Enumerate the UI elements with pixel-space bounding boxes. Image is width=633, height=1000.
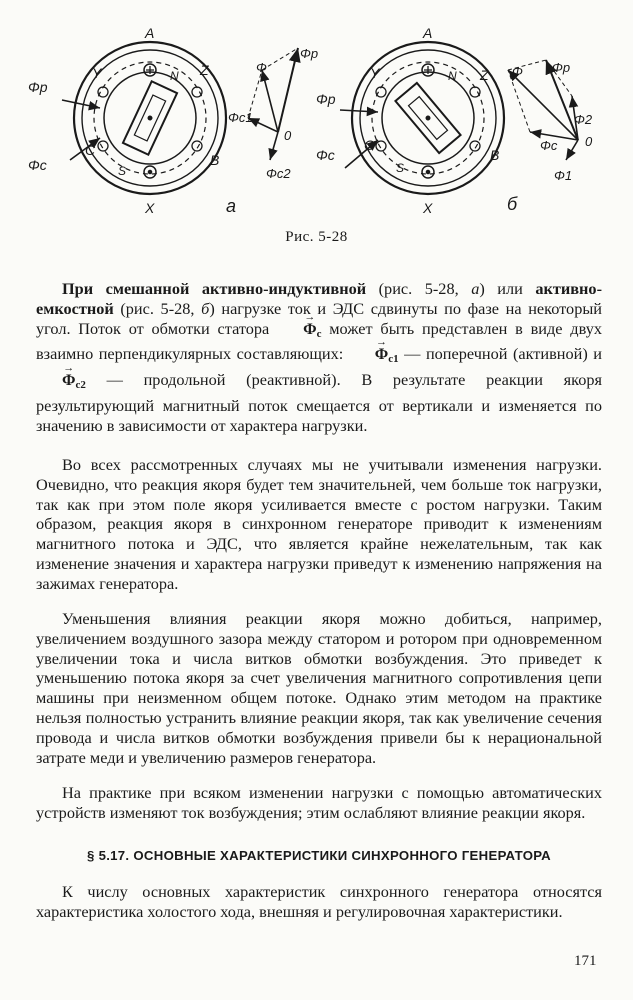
svg-text:Φс: Φс — [28, 157, 47, 173]
svg-text:B: B — [490, 147, 500, 163]
paragraph-3: Уменьшения влияния реакции якоря можно добиться, например, увеличением воздушного зазора между статором и ротором при одновременном увеличении тока и числа витков обмотки возбуждения. Это приведет к уменьшению потока якоря за счет увеличения магнитного сопротивления цепи машины при неизменном общем потоке. Однако этим методом на практике нельзя полностью устранить влияние реакции якоря, так как увеличение сечения провода и числа витков обмотки возбуждения привели бы к нерациональной затрате меди и увеличению размеров генератора. — [36, 609, 602, 767]
svg-text:Φр: Φр — [28, 79, 48, 95]
paragraph-5: К числу основных характеристик синхронного генератора относятся характеристика холостого хода, внешняя и регулировочная характеристики. — [36, 882, 602, 921]
svg-text:A: A — [423, 25, 433, 41]
svg-text:X: X — [145, 200, 155, 216]
svg-text:Φр: Φр — [552, 60, 571, 75]
page-number: 171 — [574, 953, 597, 969]
paragraph-4: На практике при всяком изменении нагрузки с помощью автоматических устройств изменяют ток возбуждения; этим ослабляют влияние реакции якоря. — [36, 783, 602, 822]
paragraph-2: Во всех рассмотренных случаях мы не учитывали изменения нагрузки. Очевидно, что реакция якоря будет тем значительней, чем больше ток нагрузки, так как при этом поле якоря усиливается вместе с ростом нагрузки. Таким образом, реакция якоря в синхронном генераторе приводит к изменениям магнитного потока и ЭДС, что является крайне нежелательным, так как изменение значения и характера нагрузки приведут к изменению напряжения на зажимах генератора. — [36, 455, 602, 593]
svg-text:S: S — [118, 164, 127, 178]
vector-phi-c2: → Φ — [36, 370, 76, 390]
figure-caption: Рис. 5-28 — [285, 229, 348, 245]
svg-text:Z: Z — [200, 62, 209, 78]
svg-text:Y: Y — [92, 65, 102, 81]
figure-5-28 — [0, 0, 633, 225]
svg-text:Y: Y — [370, 65, 380, 81]
svg-text:X: X — [423, 200, 433, 216]
panel-a-letter: а — [226, 196, 237, 216]
svg-text:Φ: Φ — [256, 60, 267, 75]
svg-text:Φ: Φ — [512, 64, 523, 79]
svg-text:Φ1: Φ1 — [554, 168, 573, 183]
panel-b-machine — [340, 42, 504, 194]
svg-text:Z: Z — [480, 67, 489, 83]
paragraph-1: При смешанной активно-индуктивной (рис. 5-28, а) или активно-емкостной (рис. 5-28, б) нагрузке ток и ЭДС сдвинуты по фазе на некоторый угол. Поток от обмотки статора → $\Phi_с$ может быть представлен в виде двух взаимно перпендикулярных составляющих: → $\Phi_{с1}$ — поперечной (активной) $и \to \Phi_{с2}$ — продольной (реактивной). В результате реакции якоря результирующий магнитный поток смещается от вертикали и изменяется по значению в зависимости от характера нагрузки. — [36, 279, 602, 436]
svg-text:Φс: Φс — [540, 138, 558, 153]
svg-text:C: C — [364, 137, 375, 153]
panel-b-vector-labels — [507, 60, 593, 214]
svg-text:0: 0 — [284, 128, 292, 143]
svg-text:Φ2: Φ2 — [574, 112, 593, 127]
panel-b-letter: б — [507, 194, 518, 214]
section-heading: § 5.17. ОСНОВНЫЕ ХАРАКТЕРИСТИКИ СИНХРОННОГО ГЕНЕРАТОРА — [86, 848, 552, 863]
svg-text:N: N — [448, 69, 457, 83]
figure-svg — [0, 0, 633, 225]
svg-text:Φр: Φр — [316, 91, 336, 107]
svg-text:Φр: Φр — [300, 46, 319, 61]
svg-text:C: C — [85, 142, 96, 158]
vector-phi-c1: → Φ — [349, 344, 389, 364]
svg-text:Φс: Φс — [316, 147, 335, 163]
panel-a-vector-labels — [226, 46, 318, 216]
vector-phi-c: → Φ — [277, 319, 317, 339]
svg-text:Φс1: Φс1 — [228, 110, 253, 125]
svg-text:A: A — [145, 25, 155, 41]
svg-text:0: 0 — [585, 134, 593, 149]
svg-text:N: N — [170, 69, 179, 83]
svg-text:B: B — [210, 152, 220, 168]
svg-text:Φс2: Φс2 — [266, 166, 291, 181]
svg-text:S: S — [396, 161, 405, 175]
